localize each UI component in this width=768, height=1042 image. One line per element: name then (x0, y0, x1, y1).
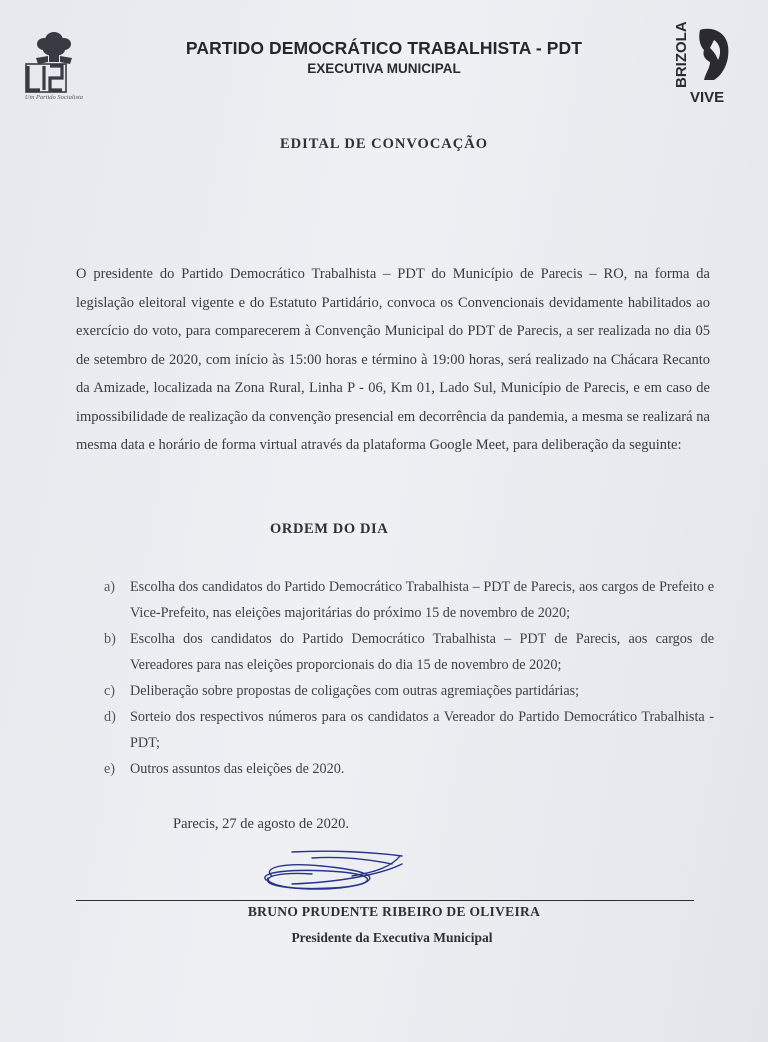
agenda-item-text: Deliberação sobre propostas de coligações com outras agremiações partidárias; (130, 683, 580, 699)
agenda-marker: c) (104, 683, 116, 699)
agenda-item-text: Escolha dos candidatos do Partido Democrático Trabalhista – PDT de Parecis, aos cargos de Vereadores para nas eleições proporcionais do dia 15 de novembro de 2020; (130, 631, 714, 673)
svg-text:VIVE: VIVE (690, 89, 725, 106)
agenda-item-text: Sorteio dos respectivos números para os candidatos a Vereador do Partido Democrático Trabalhista - PDT; (130, 709, 714, 751)
agenda-marker: d) (104, 709, 116, 725)
brizola-vive-logo-icon (670, 22, 736, 106)
signature-line (76, 900, 694, 901)
signer-role: Presidente da Executiva Municipal (291, 930, 493, 945)
agenda-marker: a) (104, 579, 116, 595)
svg-text:BRIZOLA: BRIZOLA (673, 22, 690, 88)
agenda-item (104, 574, 714, 626)
order-of-day-heading: ORDEM DO DIA (270, 521, 389, 537)
signer-name: BRUNO PRUDENTE RIBEIRO DE OLIVEIRA (247, 904, 541, 919)
agenda-marker: e) (104, 761, 116, 777)
agenda-marker: b) (104, 631, 116, 647)
convocation-paragraph: O presidente do Partido Democrático Trabalhista – PDT do Município de Parecis – RO, na forma da legislação eleitoral vigente e do Estatuto Partidário, convoca os Convencionais devidamente habilitados ao exercício do voto, para comparecerem à Convenção Municipal do PDT de Parecis, a ser realizada no dia 05 de setembro de 2020, com início às 15:00 horas e término à 19:00 horas, será realizado na Chácara Recanto da Amizade, localizada na Zona Rural, Linha P - 06, Km 01, Lado Sul, Município de Parecis, e em caso de impossibilidade de realização da convenção presencial em decorrência da pandemia, a mesma se realizará na mesma data e horário de forma virtual através da plataforma Google Meet, para deliberação da seguinte: (76, 266, 710, 453)
document-title: EDITAL DE CONVOCAÇÃO (280, 136, 488, 152)
logo-caption: Um Partido Socialista (24, 94, 84, 101)
place-date: Parecis, 27 de agosto de 2020. (173, 816, 349, 832)
agenda-item-text: Outros assuntos das eleições de 2020. (130, 761, 345, 777)
agenda-item (104, 678, 714, 704)
executive-subheading: EXECUTIVA MUNICIPAL (307, 61, 461, 76)
agenda-list (104, 574, 714, 782)
agenda-item (104, 626, 714, 678)
agenda-item (104, 756, 714, 782)
agenda-item (104, 704, 714, 756)
agenda-item-text: Escolha dos candidatos do Partido Democrático Trabalhista – PDT de Parecis, aos cargos de Prefeito e Vice-Prefeito, nas eleições majoritárias do próximo 15 de novembro de 2020; (130, 579, 714, 621)
party-name-heading: PARTIDO DEMOCRÁTICO TRABALHISTA - PDT (185, 38, 583, 58)
handwritten-signature (252, 846, 422, 896)
